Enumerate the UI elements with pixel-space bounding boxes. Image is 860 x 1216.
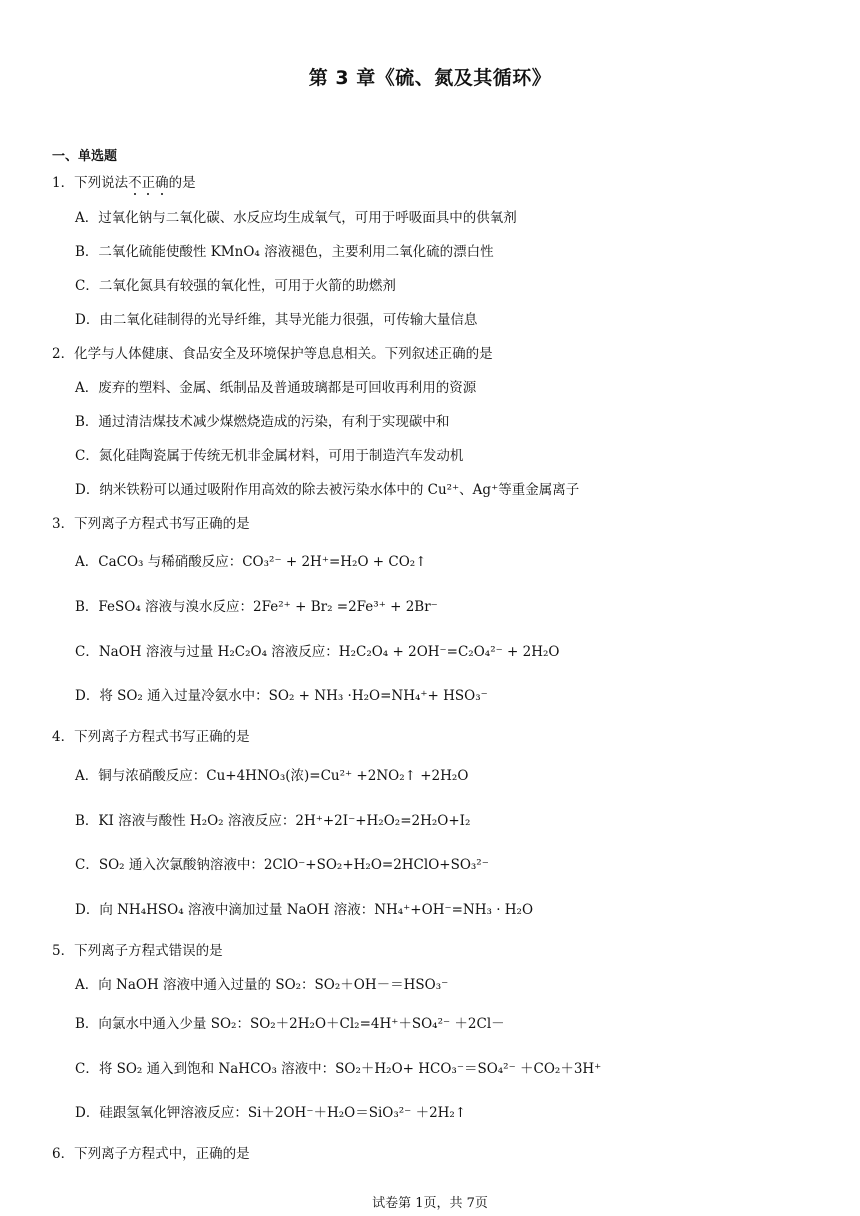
question-2-option-a: A．废弃的塑料、金属、纸制品及普通玻璃都是可回收再利用的资源 xyxy=(75,380,477,396)
question-4-option-b: B．KI 溶液与酸性 H₂O₂ 溶液反应：2H⁺+2I⁻+H₂O₂=2H₂O+I₂ xyxy=(75,813,471,829)
question-1-option-c: C．二氧化氮具有较强的氧化性，可用于火箭的助燃剂 xyxy=(75,278,396,294)
question-5-option-a: A．向 NaOH 溶液中通入过量的 SO₂：SO₂＋OH－＝HSO₃⁻ xyxy=(75,977,449,993)
emphasis-char: 不 xyxy=(128,175,142,191)
question-1-stem xyxy=(52,171,196,191)
emphasis-char: 确 xyxy=(155,175,169,191)
question-1-option-a: A．过氧化钠与二氧化碳、水反应均生成氧气，可用于呼吸面具中的供氧剂 xyxy=(75,210,517,226)
page-title: 第 3 章《硫、氮及其循环》 xyxy=(308,67,552,89)
question-3-stem: 3．下列离子方程式书写正确的是 xyxy=(52,516,250,532)
question-5-option-b: B．向氯水中通入少量 SO₂：SO₂＋2H₂O＋Cl₂=4H⁺＋SO₄²⁻ ＋2Cl－ xyxy=(75,1016,505,1032)
question-5-option-d: D．硅跟氢氧化钾溶液反应：Si＋2OH⁻＋H₂O＝SiO₃²⁻ ＋2H₂↑ xyxy=(75,1105,467,1121)
page-footer: 试卷第 1页，共 7页 xyxy=(372,1196,488,1211)
question-6-stem: 6．下列离子方程式中，正确的是 xyxy=(52,1146,250,1162)
question-4-option-a: A．铜与浓硝酸反应：Cu+4HNO₃(浓)=Cu²⁺ +2NO₂↑ +2H₂O xyxy=(75,768,469,784)
question-1-option-d: D．由二氧化硅制得的光导纤维，其导光能力很强，可传输大量信息 xyxy=(75,312,478,328)
question-5-option-c: C．将 SO₂ 通入到饱和 NaHCO₃ 溶液中：SO₂＋H₂O+ HCO₃⁻＝SO₄²⁻ ＋CO₂＋3H⁺ xyxy=(75,1061,602,1077)
question-2-stem: 2．化学与人体健康、食品安全及环境保护等息息相关。下列叙述正确的是 xyxy=(52,346,493,362)
question-2-option-d: D．纳米铁粉可以通过吸附作用高效的除去被污染水体中的 Cu²⁺、Ag⁺等重金属离子 xyxy=(75,482,580,498)
section-heading: 一、单选题 xyxy=(52,149,118,164)
question-3-option-b: B．FeSO₄ 溶液与溴水反应：2Fe²⁺ + Br₂ =2Fe³⁺ + 2Br⁻ xyxy=(75,599,438,615)
question-2-option-c: C．氮化硅陶瓷属于传统无机非金属材料，可用于制造汽车发动机 xyxy=(75,448,464,464)
question-4-stem: 4．下列离子方程式书写正确的是 xyxy=(52,729,250,745)
question-4-option-d: D．向 NH₄HSO₄ 溶液中滴加过量 NaOH 溶液：NH₄⁺+OH⁻=NH₃ · H₂O xyxy=(75,902,534,918)
question-2-option-b: B．通过清洁煤技术减少煤燃烧造成的污染，有利于实现碳中和 xyxy=(75,414,450,430)
question-1-option-b: B．二氧化硫能使酸性 KMnO₄ 溶液褪色，主要利用二氧化硫的漂白性 xyxy=(75,244,494,260)
question-4-option-c: C．SO₂ 通入次氯酸钠溶液中：2ClO⁻+SO₂+H₂O=2HClO+SO₃²⁻ xyxy=(75,857,489,873)
question-3-option-c: C．NaOH 溶液与过量 H₂C₂O₄ 溶液反应：H₂C₂O₄ + 2OH⁻=C₂O₄²⁻ + 2H₂O xyxy=(75,644,560,660)
emphasis-char: 正 xyxy=(141,175,156,191)
question-1-text: 1．下列说法不正确的是 xyxy=(52,175,196,191)
question-5-stem: 5．下列离子方程式错误的是 xyxy=(52,943,223,959)
question-3-option-d: D．将 SO₂ 通入过量冷氨水中：SO₂ + NH₃ ·H₂O=NH₄⁺+ HSO₃⁻ xyxy=(75,688,488,704)
question-3-option-a: A．CaCO₃ 与稀硝酸反应：CO₃²⁻ + 2H⁺=H₂O + CO₂↑ xyxy=(75,554,427,570)
